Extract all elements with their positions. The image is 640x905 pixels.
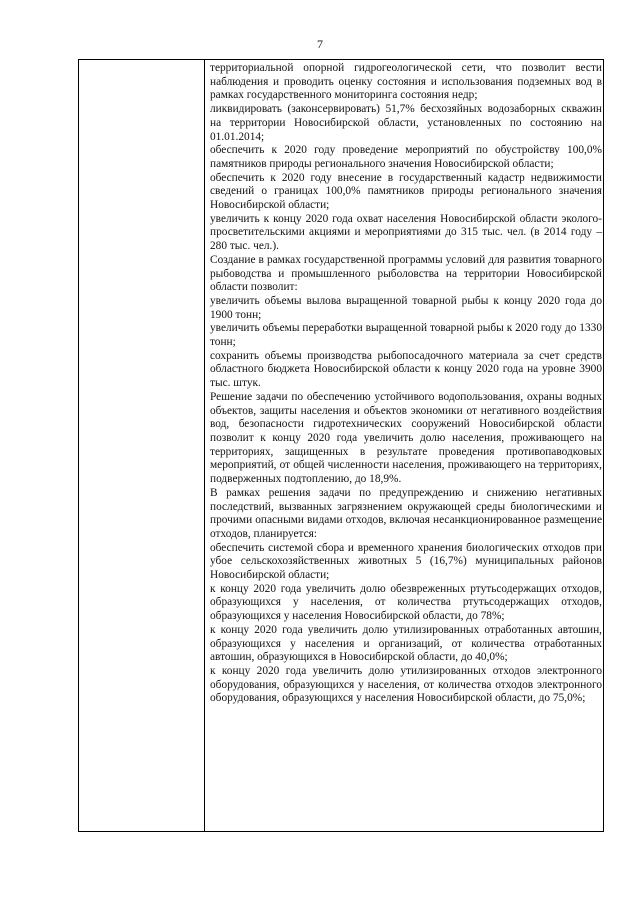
table-left-cell	[79, 60, 205, 831]
content-table	[78, 59, 604, 832]
paragraph: обеспечить системой сбора и временного хранения биологических отходов при убое сельскохозяйственных животных 5 (16,7%) муниципальных районов Новосибирской области;	[210, 541, 602, 582]
paragraph: увеличить объемы вылова выращенной товарной рыбы к концу 2020 года до 1900 тонн;	[210, 294, 602, 321]
paragraph: к концу 2020 года увеличить долю утилизированных отработанных автошин, образующихся у населения и организаций, от количества отработанных автошин, образующихся в Новосибирской области, до 40,0%;	[210, 623, 602, 664]
paragraph: обеспечить к 2020 году проведение мероприятий по обустройству 100,0% памятников природы регионального значения Новосибирской области;	[210, 144, 602, 170]
paragraph: сохранить объемы производства рыбопосадочного материала за счет средств областного бюджета Новосибирской области к концу 2020 года на уровне 3900 тыс. штук.	[210, 349, 602, 390]
paragraph: к концу 2020 года увеличить долю обезвреженных ртутьсодержащих отходов, образующихся у населения, от количества ртутьсодержащих отходов, образующихся у населения Новосибирской области, до 78%;	[210, 582, 602, 623]
paragraph: ликвидировать (законсервировать) 51,7% бесхозяйных водозаборных скважин на территории Новосибирской области, установленных по состоянию на 01.01.2014;	[210, 103, 602, 143]
table-right-cell	[210, 62, 602, 706]
paragraph: Решение задачи по обеспечению устойчивого водопользования, охраны водных объектов, защиты населения и объектов экономики от негативного воздействия вод, безопасности гидротехнических сооружений Новосибирской области позволит к концу 2020 года увеличить долю населения, проживающего на территориях, защищенных в результате проведения противопаводковых мероприятий, от общей численности населения, проживающего на территориях, подверженных подтоплению, до 18,9%.	[210, 390, 602, 486]
paragraph: увеличить объемы переработки выращенной товарной рыбы к 2020 году до 1330 тонн;	[210, 322, 602, 349]
paragraph: к концу 2020 года увеличить долю утилизированных отходов электронного оборудования, образующихся у населения, от количества отходов электронного оборудования, образующихся у населения Новосибирской области, до 75,0%;	[210, 664, 602, 705]
page-number: 7	[317, 37, 323, 51]
paragraph: Создание в рамках государственной программы условий для развития товарного рыбоводства и промышленного рыболовства на территории Новосибирской области позволит:	[210, 253, 602, 294]
paragraph: увеличить к концу 2020 года охват населения Новосибирской области эколого-просветительскими акциями и мероприятиями до 315 тыс. чел. (в 2014 году – 280 тыс. чел.).	[210, 212, 602, 253]
paragraph: территориальной опорной гидрогеологической сети, что позволит вести наблюдения и проводить оценку состояния и использования подземных вод в рамках государственного мониторинга состояния недр;	[210, 62, 602, 102]
paragraph: обеспечить к 2020 году внесение в государственный кадастр недвижимости сведений о границах 100,0% памятников природы регионального значения Новосибирской области;	[210, 171, 602, 212]
paragraph: В рамках решения задачи по предупреждению и снижению негативных последствий, вызванных загрязнением окружающей среды биологическими и прочими опасными видами отходов, включая несанкционированное размещение отходов, планируется:	[210, 486, 602, 540]
